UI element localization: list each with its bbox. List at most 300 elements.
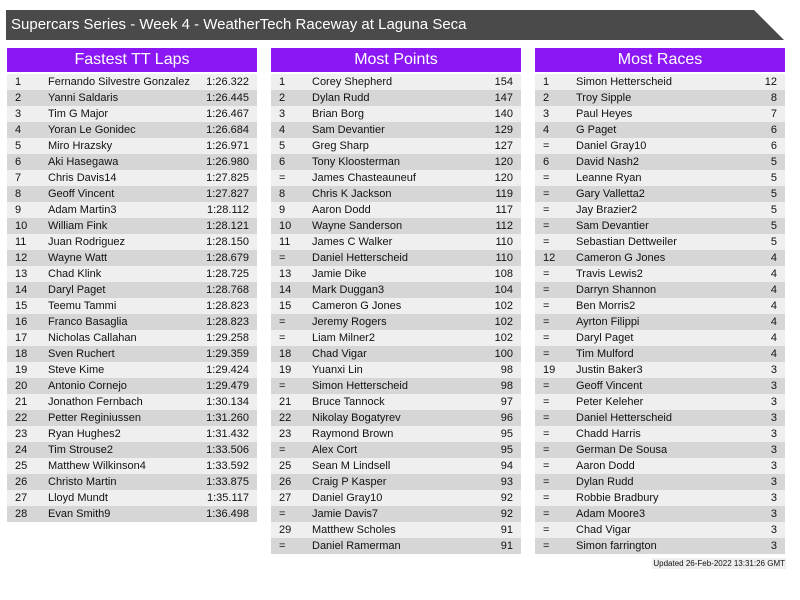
table-row	[271, 538, 521, 554]
value-cell: 4	[770, 348, 777, 360]
position-cell: 18	[15, 348, 28, 360]
value-cell: 102	[494, 332, 513, 344]
position-cell: =	[543, 380, 550, 392]
driver-name-cell: Paul Heyes	[576, 108, 633, 120]
value-cell: 95	[500, 444, 513, 456]
table-row	[271, 314, 521, 330]
position-cell: =	[279, 252, 286, 264]
value-cell: 3	[770, 380, 777, 392]
position-cell: 8	[15, 188, 22, 200]
position-cell: =	[543, 332, 550, 344]
table-row	[535, 458, 785, 474]
driver-name-cell: Sebastian Dettweiler	[576, 236, 677, 248]
value-cell: 5	[770, 172, 777, 184]
driver-name-cell: Yuanxi Lin	[312, 364, 363, 376]
position-cell: 15	[279, 300, 292, 312]
table-row	[7, 298, 257, 314]
driver-name-cell: Sam Devantier	[312, 124, 385, 136]
position-cell: 8	[279, 188, 286, 200]
table-row	[271, 90, 521, 106]
position-cell: 14	[15, 284, 28, 296]
position-cell: 11	[15, 236, 27, 248]
table-row	[7, 138, 257, 154]
driver-name-cell: Sam Devantier	[576, 220, 649, 232]
driver-name-cell: Leanne Ryan	[576, 172, 642, 184]
position-cell: =	[543, 204, 550, 216]
position-cell: 10	[15, 220, 28, 232]
position-cell: =	[543, 444, 550, 456]
updated-timestamp: Updated 26-Feb-2022 13:31:26 GMT	[653, 559, 785, 568]
value-cell: 1:29.479	[206, 380, 249, 392]
table-row	[535, 522, 785, 538]
table-row	[271, 202, 521, 218]
driver-name-cell: Steve Kime	[48, 364, 105, 376]
table-row	[7, 410, 257, 426]
position-cell: 3	[15, 108, 22, 120]
table-row	[271, 74, 521, 90]
table-row	[7, 234, 257, 250]
value-cell: 110	[495, 236, 513, 248]
value-cell: 6	[770, 140, 777, 152]
value-cell: 1:28.768	[206, 284, 249, 296]
table-row	[271, 490, 521, 506]
table-row	[535, 314, 785, 330]
driver-name-cell: James Chasteauneuf	[312, 172, 416, 184]
value-cell: 1:26.445	[206, 92, 249, 104]
value-cell: 1:28.823	[206, 316, 249, 328]
driver-name-cell: Daniel Gray10	[576, 140, 647, 152]
table-row	[271, 410, 521, 426]
driver-name-cell: German De Sousa	[576, 444, 668, 456]
driver-name-cell: Jonathon Fernbach	[48, 396, 143, 408]
table-row	[271, 362, 521, 378]
driver-name-cell: Chad Vigar	[576, 524, 631, 536]
position-cell: =	[543, 236, 550, 248]
value-cell: 1:28.150	[206, 236, 249, 248]
table-row	[7, 202, 257, 218]
position-cell: 17	[15, 332, 28, 344]
position-cell: =	[543, 348, 550, 360]
position-cell: 13	[15, 268, 28, 280]
position-cell: 12	[543, 252, 556, 264]
table-row	[7, 218, 257, 234]
driver-name-cell: Jamie Dike	[312, 268, 367, 280]
position-cell: 4	[543, 124, 550, 136]
value-cell: 1:28.725	[206, 268, 249, 280]
position-cell: 26	[279, 476, 292, 488]
table-row	[271, 186, 521, 202]
position-cell: 3	[543, 108, 550, 120]
driver-name-cell: Nikolay Bogatyrev	[312, 412, 401, 424]
table-row	[535, 234, 785, 250]
driver-name-cell: Brian Borg	[312, 108, 364, 120]
position-cell: 6	[279, 156, 286, 168]
value-cell: 147	[494, 92, 513, 104]
table-row	[535, 106, 785, 122]
value-cell: 1:33.592	[206, 460, 249, 472]
table-row	[271, 394, 521, 410]
table-row	[535, 346, 785, 362]
table-row	[271, 170, 521, 186]
value-cell: 5	[770, 204, 777, 216]
position-cell: 23	[15, 428, 28, 440]
driver-name-cell: Aaron Dodd	[576, 460, 635, 472]
table-row	[535, 410, 785, 426]
value-cell: 1:29.359	[206, 348, 249, 360]
driver-name-cell: G Paget	[576, 124, 617, 136]
title-banner	[6, 10, 784, 40]
position-cell: 6	[15, 156, 22, 168]
position-cell: =	[543, 300, 550, 312]
driver-name-cell: Miro Hrazsky	[48, 140, 113, 152]
position-cell: =	[543, 412, 550, 424]
position-cell: 22	[279, 412, 292, 424]
value-cell: 5	[770, 220, 777, 232]
position-cell: 1	[543, 76, 550, 88]
value-cell: 1:26.467	[206, 108, 249, 120]
driver-name-cell: Fernando Silvestre Gonzalez	[48, 76, 190, 88]
driver-name-cell: Gary Valletta2	[576, 188, 645, 200]
position-cell: 1	[279, 76, 286, 88]
value-cell: 6	[770, 124, 777, 136]
driver-name-cell: Ben Morris2	[576, 300, 636, 312]
fastest-laps-heading: Fastest TT Laps	[7, 48, 257, 72]
value-cell: 110	[495, 252, 513, 264]
position-cell: 7	[15, 172, 22, 184]
driver-name-cell: Dylan Rudd	[312, 92, 370, 104]
table-row	[535, 442, 785, 458]
driver-name-cell: Peter Keleher	[576, 396, 644, 408]
driver-name-cell: Lloyd Mundt	[48, 492, 108, 504]
position-cell: 9	[15, 204, 22, 216]
value-cell: 1:27.827	[206, 188, 249, 200]
position-cell: 25	[15, 460, 28, 472]
driver-name-cell: Aaron Dodd	[312, 204, 371, 216]
table-row	[535, 186, 785, 202]
position-cell: 26	[15, 476, 28, 488]
value-cell: 1:31.432	[206, 428, 249, 440]
value-cell: 5	[770, 156, 777, 168]
position-cell: 3	[279, 108, 286, 120]
value-cell: 4	[770, 332, 777, 344]
table-row	[271, 250, 521, 266]
position-cell: =	[543, 172, 550, 184]
driver-name-cell: Jamie Davis7	[312, 508, 379, 520]
value-cell: 93	[500, 476, 513, 488]
value-cell: 102	[494, 316, 513, 328]
value-cell: 1:26.980	[206, 156, 249, 168]
value-cell: 91	[500, 524, 513, 536]
value-cell: 1:28.823	[206, 300, 249, 312]
value-cell: 4	[770, 300, 777, 312]
most-points-heading: Most Points	[271, 48, 521, 72]
driver-name-cell: Chris Davis14	[48, 172, 117, 184]
table-row	[535, 362, 785, 378]
driver-name-cell: Evan Smith9	[48, 508, 111, 520]
driver-name-cell: Chad Klink	[48, 268, 102, 280]
position-cell: =	[543, 476, 550, 488]
driver-name-cell: Christo Martin	[48, 476, 117, 488]
position-cell: =	[543, 428, 550, 440]
driver-name-cell: Daniel Hetterscheid	[576, 412, 672, 424]
page-title: Supercars Series - Week 4 - WeatherTech Raceway at Laguna Seca	[11, 16, 467, 33]
position-cell: =	[279, 316, 286, 328]
driver-name-cell: Daniel Hetterscheid	[312, 252, 408, 264]
value-cell: 1:30.134	[206, 396, 249, 408]
table-row	[535, 154, 785, 170]
value-cell: 7	[770, 108, 777, 120]
table-row	[7, 154, 257, 170]
table-row	[7, 170, 257, 186]
position-cell: =	[543, 492, 550, 504]
position-cell: 14	[279, 284, 292, 296]
driver-name-cell: Simon Hetterscheid	[576, 76, 672, 88]
driver-name-cell: Franco Basaglia	[48, 316, 128, 328]
table-row	[271, 442, 521, 458]
most-races-table	[535, 74, 785, 554]
value-cell: 1:26.684	[206, 124, 249, 136]
table-row	[271, 234, 521, 250]
position-cell: =	[543, 268, 550, 280]
driver-name-cell: Jeremy Rogers	[312, 316, 387, 328]
value-cell: 120	[494, 156, 513, 168]
value-cell: 5	[770, 236, 777, 248]
table-row	[7, 474, 257, 490]
value-cell: 119	[495, 188, 513, 200]
value-cell: 1:35.117	[206, 492, 249, 504]
table-row	[7, 282, 257, 298]
table-row	[7, 330, 257, 346]
driver-name-cell: Juan Rodriguez	[48, 236, 126, 248]
table-row	[271, 218, 521, 234]
driver-name-cell: Yanni Saldaris	[48, 92, 119, 104]
driver-name-cell: Teemu Tammi	[48, 300, 117, 312]
driver-name-cell: Nicholas Callahan	[48, 332, 137, 344]
position-cell: =	[543, 188, 550, 200]
value-cell: 96	[500, 412, 513, 424]
position-cell: 10	[279, 220, 292, 232]
driver-name-cell: Mark Duggan3	[312, 284, 385, 296]
table-row	[271, 506, 521, 522]
table-row	[535, 218, 785, 234]
table-row	[7, 426, 257, 442]
table-row	[535, 138, 785, 154]
driver-name-cell: Geoff Vincent	[576, 380, 643, 392]
driver-name-cell: Darryn Shannon	[576, 284, 657, 296]
value-cell: 3	[770, 428, 777, 440]
value-cell: 1:33.506	[206, 444, 249, 456]
value-cell: 3	[770, 540, 777, 552]
position-cell: 5	[15, 140, 22, 152]
position-cell: =	[279, 332, 286, 344]
most-races-heading: Most Races	[535, 48, 785, 72]
value-cell: 127	[494, 140, 513, 152]
driver-name-cell: Chris K Jackson	[312, 188, 392, 200]
driver-name-cell: Tim G Major	[48, 108, 109, 120]
value-cell: 95	[500, 428, 513, 440]
position-cell: 21	[15, 396, 28, 408]
position-cell: =	[543, 284, 550, 296]
position-cell: 20	[15, 380, 28, 392]
table-row	[7, 106, 257, 122]
position-cell: 25	[279, 460, 292, 472]
position-cell: =	[543, 540, 550, 552]
driver-name-cell: Corey Shepherd	[312, 76, 393, 88]
value-cell: 3	[770, 492, 777, 504]
position-cell: =	[543, 140, 550, 152]
position-cell: 29	[279, 524, 292, 536]
value-cell: 3	[770, 364, 777, 376]
value-cell: 1:26.322	[206, 76, 249, 88]
driver-name-cell: Antonio Cornejo	[48, 380, 127, 392]
value-cell: 108	[494, 268, 513, 280]
driver-name-cell: Adam Moore3	[576, 508, 646, 520]
driver-name-cell: Cameron G Jones	[576, 252, 666, 264]
table-row	[535, 170, 785, 186]
fastest-laps-panel	[7, 48, 257, 522]
value-cell: 3	[770, 412, 777, 424]
table-row	[271, 522, 521, 538]
table-row	[535, 250, 785, 266]
driver-name-cell: Daniel Gray10	[312, 492, 383, 504]
position-cell: 15	[15, 300, 28, 312]
table-row	[535, 90, 785, 106]
value-cell: 92	[500, 492, 513, 504]
table-row	[7, 250, 257, 266]
table-row	[7, 442, 257, 458]
position-cell: 28	[15, 508, 28, 520]
position-cell: 2	[279, 92, 286, 104]
value-cell: 104	[494, 284, 513, 296]
table-row	[271, 330, 521, 346]
driver-name-cell: Simon farrington	[576, 540, 657, 552]
value-cell: 94	[500, 460, 513, 472]
position-cell: =	[543, 316, 550, 328]
table-row	[535, 298, 785, 314]
driver-name-cell: Jay Brazier2	[576, 204, 638, 216]
table-row	[535, 474, 785, 490]
position-cell: =	[543, 524, 550, 536]
driver-name-cell: Sven Ruchert	[48, 348, 115, 360]
value-cell: 140	[494, 108, 513, 120]
table-row	[271, 138, 521, 154]
value-cell: 4	[770, 268, 777, 280]
driver-name-cell: Petter Reginiussen	[48, 412, 141, 424]
table-row	[271, 346, 521, 362]
position-cell: 27	[15, 492, 28, 504]
table-row	[7, 458, 257, 474]
table-row	[271, 154, 521, 170]
driver-name-cell: James C Walker	[312, 236, 393, 248]
value-cell: 3	[770, 508, 777, 520]
driver-name-cell: Wayne Watt	[48, 252, 108, 264]
position-cell: 11	[279, 236, 291, 248]
position-cell: =	[543, 508, 550, 520]
value-cell: 97	[500, 396, 513, 408]
position-cell: 23	[279, 428, 292, 440]
driver-name-cell: Troy Sipple	[576, 92, 632, 104]
driver-name-cell: Cameron G Jones	[312, 300, 402, 312]
value-cell: 1:28.121	[206, 220, 249, 232]
table-row	[7, 90, 257, 106]
table-row	[535, 426, 785, 442]
table-row	[535, 122, 785, 138]
driver-name-cell: Alex Cort	[312, 444, 358, 456]
driver-name-cell: Dylan Rudd	[576, 476, 634, 488]
position-cell: =	[543, 220, 550, 232]
driver-name-cell: Tim Strouse2	[48, 444, 114, 456]
value-cell: 1:33.875	[206, 476, 249, 488]
value-cell: 4	[770, 284, 777, 296]
most-points-panel	[271, 48, 521, 554]
value-cell: 1:28.679	[206, 252, 249, 264]
value-cell: 1:29.258	[206, 332, 249, 344]
position-cell: 4	[15, 124, 22, 136]
driver-name-cell: Wayne Sanderson	[312, 220, 403, 232]
position-cell: 16	[15, 316, 28, 328]
table-row	[7, 314, 257, 330]
position-cell: 24	[15, 444, 28, 456]
driver-name-cell: Ryan Hughes2	[48, 428, 121, 440]
position-cell: =	[543, 396, 550, 408]
position-cell: 12	[15, 252, 28, 264]
value-cell: 112	[495, 220, 513, 232]
value-cell: 102	[494, 300, 513, 312]
table-row	[7, 122, 257, 138]
driver-name-cell: William Fink	[48, 220, 108, 232]
table-row	[535, 378, 785, 394]
value-cell: 1:31.260	[206, 412, 249, 424]
position-cell: 4	[279, 124, 286, 136]
position-cell: 21	[279, 396, 292, 408]
value-cell: 3	[770, 476, 777, 488]
table-row	[535, 394, 785, 410]
driver-name-cell: Tony Kloosterman	[312, 156, 401, 168]
table-row	[271, 266, 521, 282]
driver-name-cell: Robbie Bradbury	[576, 492, 659, 504]
position-cell: 2	[543, 92, 550, 104]
table-row	[7, 490, 257, 506]
value-cell: 1:29.424	[206, 364, 249, 376]
value-cell: 1:36.498	[206, 508, 249, 520]
table-row	[7, 506, 257, 522]
value-cell: 91	[500, 540, 513, 552]
position-cell: =	[279, 444, 286, 456]
driver-name-cell: Craig P Kasper	[312, 476, 387, 488]
value-cell: 4	[770, 252, 777, 264]
driver-name-cell: Geoff Vincent	[48, 188, 115, 200]
value-cell: 3	[770, 444, 777, 456]
value-cell: 92	[500, 508, 513, 520]
table-row	[7, 186, 257, 202]
table-row	[7, 346, 257, 362]
value-cell: 1:28.112	[206, 204, 249, 216]
table-row	[7, 266, 257, 282]
table-row	[271, 106, 521, 122]
value-cell: 98	[500, 380, 513, 392]
table-row	[7, 378, 257, 394]
driver-name-cell: Daryl Paget	[576, 332, 634, 344]
driver-name-cell: Simon Hetterscheid	[312, 380, 408, 392]
table-row	[7, 394, 257, 410]
table-row	[271, 378, 521, 394]
position-cell: 1	[15, 76, 22, 88]
table-row	[535, 266, 785, 282]
driver-name-cell: Justin Baker3	[576, 364, 643, 376]
value-cell: 3	[770, 460, 777, 472]
position-cell: 19	[543, 364, 556, 376]
driver-name-cell: Matthew Wilkinson4	[48, 460, 146, 472]
